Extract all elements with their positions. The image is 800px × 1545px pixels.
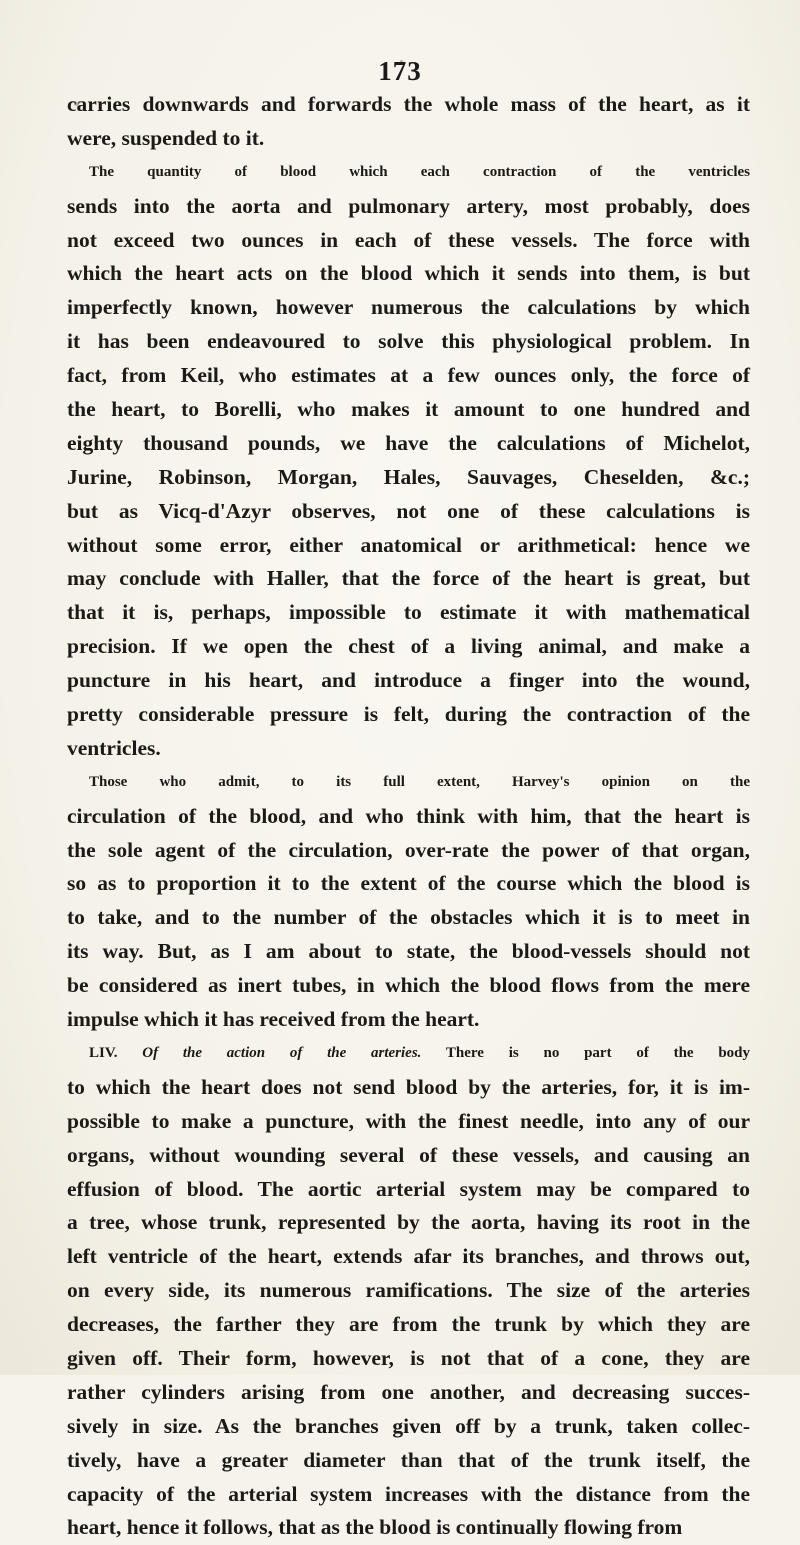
text-line: eighty thousand pounds, we have the calculations of Michelot,	[67, 430, 750, 455]
text-line: to take, and to the number of the obstacles which it is to meet in	[67, 905, 750, 930]
text-line: may conclude with Haller, that the force of the heart is great, but	[67, 566, 750, 591]
text-line: sively in size. As the branches given off by a trunk, taken collec-	[67, 1413, 750, 1438]
section-heading: Of the action of the arteries.	[142, 1044, 422, 1061]
section-text: There is no part of the body	[421, 1044, 751, 1061]
text-line: tively, have a greater diameter than that of the trunk itself, the	[67, 1447, 750, 1472]
text-line: The quantity of blood which each contraction of the ventricles	[89, 163, 750, 180]
text-line: be considered as inert tubes, in which the blood flows from the mere	[67, 973, 750, 998]
text-line: rather cylinders arising from one another, and decreasing succes-	[67, 1379, 750, 1404]
text-line: decreases, the farther they are from the trunk by which they are	[67, 1312, 750, 1337]
text-line: it has been endeavoured to solve this physiological problem. In	[67, 329, 750, 354]
text-line: sends into the aorta and pulmonary artery, most probably, does	[67, 193, 750, 218]
text-line: heart, hence it follows, that as the blood is continually flowing from	[67, 1515, 683, 1540]
text-line: which the heart acts on the blood which it sends into them, is but	[67, 261, 750, 286]
text-line	[67, 1037, 750, 1071]
text-line: circulation of the blood, and who think with him, that the heart is	[67, 803, 750, 828]
text-line: possible to make a puncture, with the finest needle, into any of our	[67, 1108, 750, 1133]
page-number: 173	[378, 56, 422, 86]
text-line: but as Vicq-d'Azyr observes, not one of these calculations is	[67, 498, 750, 523]
text-line: not exceed two ounces in each of these vessels. The force with	[67, 227, 750, 252]
text-line: puncture in his heart, and introduce a finger into the wound,	[67, 668, 750, 693]
text-line: fact, from Keil, who estimates at a few ounces only, the force of	[67, 363, 750, 388]
section-number: LIV.	[89, 1044, 143, 1061]
text-line: capacity of the arterial system increases with the distance from the	[67, 1481, 750, 1506]
text-line: given off. Their form, however, is not that of a cone, they are	[67, 1345, 750, 1370]
text-line: left ventricle of the heart, extends afar its branches, and throws out,	[67, 1244, 750, 1269]
text-line: Those who admit, to its full extent, Harvey's opinion on the	[89, 773, 750, 790]
text-line: without some error, either anatomical or arithmetical: hence we	[67, 532, 750, 557]
text-line: impulse which it has received from the heart.	[67, 1007, 480, 1032]
text-line: effusion of blood. The aortic arterial system may be compared to	[67, 1176, 750, 1201]
text-line: the sole agent of the circulation, over-rate the power of that organ,	[67, 837, 750, 862]
text-line: imperfectly known, however numerous the calculations by which	[67, 295, 750, 320]
text-line: organs, without wounding several of these vessels, and causing an	[67, 1142, 750, 1167]
text-line: ventricles.	[67, 735, 161, 760]
text-line: a tree, whose trunk, represented by the aorta, having its root in the	[67, 1210, 750, 1235]
text-line: that it is, perhaps, impossible to estimate it with mathematical	[67, 600, 750, 625]
text-line: Jurine, Robinson, Morgan, Hales, Sauvages, Cheselden, &c.;	[67, 464, 750, 489]
text-line: precision. If we open the chest of a living animal, and make a	[67, 634, 750, 659]
text-line: pretty considerable pressure is felt, during the contraction of the	[67, 702, 750, 727]
body-text	[67, 88, 750, 1545]
text-line: the heart, to Borelli, who makes it amount to one hundred and	[67, 397, 750, 422]
text-line: on every side, its numerous ramifications. The size of the arteries	[67, 1278, 750, 1303]
text-line: its way. But, as I am about to state, the blood-vessels should not	[67, 939, 750, 964]
text-line: were, suspended to it.	[67, 125, 265, 150]
text-line: so as to proportion it to the extent of the course which the blood is	[67, 871, 750, 896]
text-line: to which the heart does not send blood by the arteries, for, it is im-	[67, 1074, 750, 1099]
text-line: carries downwards and forwards the whole mass of the heart, as it	[67, 92, 750, 116]
